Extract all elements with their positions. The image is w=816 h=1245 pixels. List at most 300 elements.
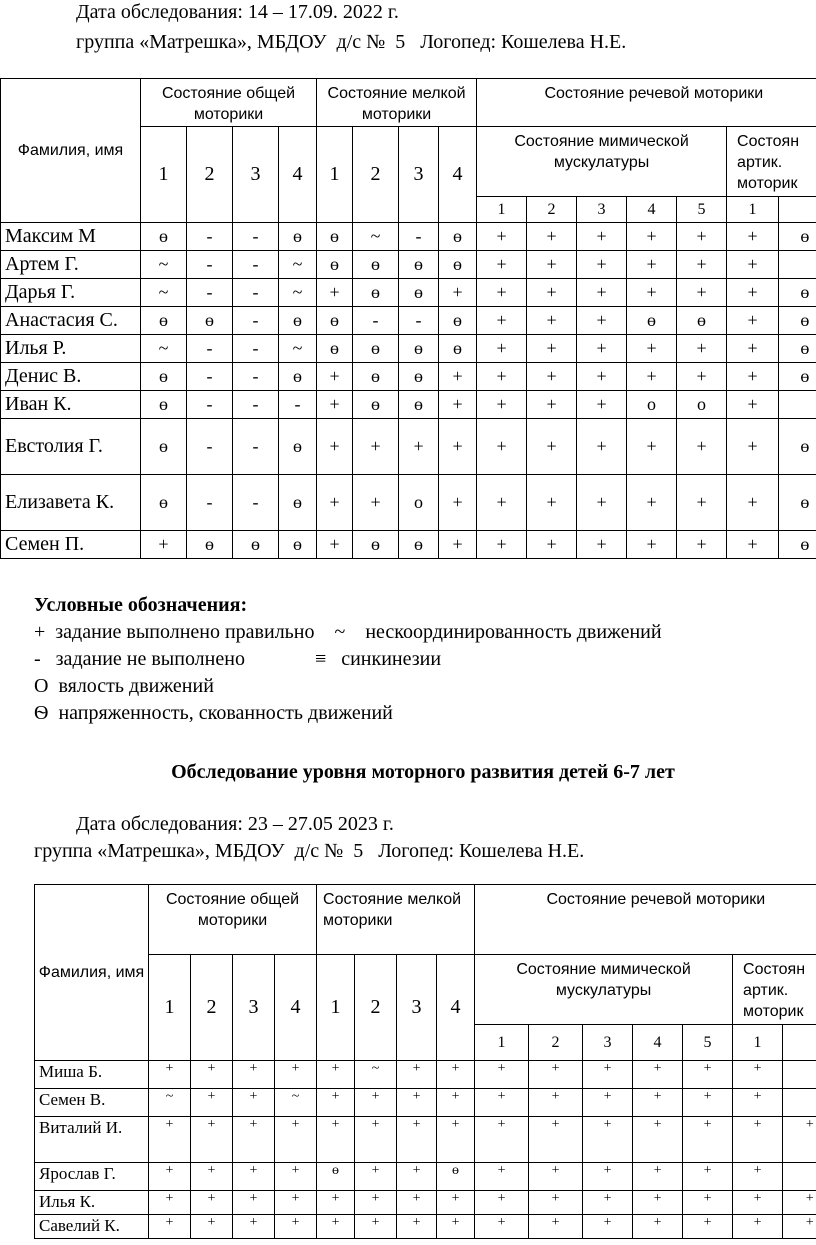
score-cell: ɵ [779, 531, 816, 559]
survey-date-1: Дата обследования: 14 – 17.09. 2022 г. [76, 1, 399, 23]
score-cell: + [233, 1191, 275, 1215]
score-cell: + [149, 1163, 191, 1191]
score-cell: + [633, 1163, 683, 1191]
score-cell: + [627, 531, 677, 559]
score-cell: + [477, 531, 527, 559]
table-row [1, 391, 816, 419]
facial-col-2: 2 [527, 197, 577, 223]
fine-col-1: 1 [317, 127, 353, 223]
score-cell: + [477, 279, 527, 307]
score-cell: + [733, 1215, 783, 1239]
score-cell: + [477, 391, 527, 419]
score-cell: + [439, 391, 477, 419]
score-cell: + [233, 1163, 275, 1191]
facial-col-5-2: 5 [683, 1025, 733, 1061]
score-cell: + [397, 1215, 437, 1239]
score-cell: + [727, 475, 779, 531]
child-name: Анастасия С. [1, 307, 141, 335]
general-col-4-2: 4 [275, 955, 317, 1061]
score-cell: ɵ [317, 223, 353, 251]
score-cell: + [191, 1191, 233, 1215]
score-cell: + [527, 475, 577, 531]
score-cell: + [727, 335, 779, 363]
score-cell: ɵ [779, 279, 816, 307]
score-cell: + [529, 1215, 583, 1239]
score-cell: + [355, 1163, 397, 1191]
score-cell: - [233, 279, 279, 307]
legend-line-1: + задание выполнено правильно ~ нескоординированность движений [34, 621, 662, 643]
child-name: Семен В. [35, 1089, 149, 1117]
facial-col-5: 5 [677, 197, 727, 223]
score-cell: + [683, 1215, 733, 1239]
score-cell: + [355, 1089, 397, 1117]
score-cell: ɵ [141, 419, 187, 475]
table-row [1, 531, 816, 559]
table-row [35, 1215, 816, 1239]
child-name: Евстолия Г. [1, 419, 141, 475]
fine-col-4-2: 4 [437, 955, 475, 1061]
score-cell: - [233, 335, 279, 363]
score-cell: - [187, 335, 233, 363]
score-cell: + [191, 1117, 233, 1163]
score-cell: ɵ [279, 475, 317, 531]
score-cell: ɵ [779, 335, 816, 363]
general-col-3: 3 [233, 127, 279, 223]
score-cell: + [149, 1191, 191, 1215]
child-name: Максим М [1, 223, 141, 251]
score-cell: ɵ [399, 335, 439, 363]
survey-date-2: Дата обследования: 23 – 27.05 2023 г. [76, 813, 394, 835]
score-cell: + [677, 475, 727, 531]
score-cell: + [191, 1089, 233, 1117]
score-cell: ɵ [279, 363, 317, 391]
score-cell: + [355, 1191, 397, 1215]
score-cell: ɵ [399, 391, 439, 419]
score-cell: + [733, 1089, 783, 1117]
score-cell: ɵ [779, 363, 816, 391]
table1-body [1, 223, 816, 559]
score-cell: - [187, 419, 233, 475]
artic-col-2-2 [783, 1025, 816, 1061]
score-cell: + [677, 531, 727, 559]
score-cell: + [233, 1089, 275, 1117]
score-cell: + [583, 1117, 633, 1163]
score-cell: + [733, 1191, 783, 1215]
score-cell: + [733, 1117, 783, 1163]
score-cell: + [677, 419, 727, 475]
score-cell: + [633, 1117, 683, 1163]
score-cell: ɵ [353, 335, 399, 363]
score-cell: + [437, 1191, 475, 1215]
table-row [35, 1061, 816, 1089]
general-col-4: 4 [279, 127, 317, 223]
score-cell: + [397, 1061, 437, 1089]
fine-col-1-2: 1 [317, 955, 355, 1061]
score-cell: - [187, 251, 233, 279]
facial-col-4-2: 4 [633, 1025, 683, 1061]
score-cell: ɵ [187, 307, 233, 335]
score-cell: - [187, 391, 233, 419]
score-cell: ɵ [317, 307, 353, 335]
score-cell: ~ [141, 279, 187, 307]
score-cell: + [583, 1215, 633, 1239]
score-cell: - [233, 391, 279, 419]
child-name: Иван К. [1, 391, 141, 419]
score-cell: + [529, 1191, 583, 1215]
score-cell: + [397, 1117, 437, 1163]
legend-line-3: О вялость движений [34, 675, 214, 697]
score-cell: - [187, 223, 233, 251]
score-cell: + [353, 475, 399, 531]
score-cell: + [683, 1191, 733, 1215]
score-cell: + [437, 1089, 475, 1117]
score-cell: ~ [355, 1061, 397, 1089]
score-cell: + [439, 279, 477, 307]
score-cell: + [233, 1061, 275, 1089]
score-cell: - [233, 475, 279, 531]
score-cell: - [187, 475, 233, 531]
score-cell: + [475, 1117, 529, 1163]
table-row [1, 475, 816, 531]
score-cell: + [577, 279, 627, 307]
score-cell: - [233, 363, 279, 391]
child-name: Виталий И. [35, 1117, 149, 1163]
table-row [1, 335, 816, 363]
score-cell: + [633, 1191, 683, 1215]
score-cell: + [527, 307, 577, 335]
child-name: Артем Г. [1, 251, 141, 279]
score-cell: + [275, 1061, 317, 1089]
child-name: Семен П. [1, 531, 141, 559]
table-row [1, 363, 816, 391]
score-cell: ~ [279, 251, 317, 279]
score-cell: + [583, 1089, 633, 1117]
score-cell: + [577, 335, 627, 363]
score-cell: ~ [149, 1089, 191, 1117]
motor-table-2022 [0, 78, 816, 559]
score-cell: + [475, 1163, 529, 1191]
score-cell: + [477, 335, 527, 363]
score-cell: + [149, 1215, 191, 1239]
score-cell: + [633, 1215, 683, 1239]
score-cell: ɵ [439, 251, 477, 279]
child-name: Миша Б. [35, 1061, 149, 1089]
score-cell: + [727, 279, 779, 307]
score-cell: + [527, 363, 577, 391]
score-cell: ɵ [779, 475, 816, 531]
score-cell: + [527, 335, 577, 363]
legend-title: Условные обозначения: [34, 594, 248, 616]
score-cell: + [577, 531, 627, 559]
score-cell: - [233, 223, 279, 251]
artic-col-2 [779, 197, 816, 223]
score-cell [779, 391, 816, 419]
score-cell: + [317, 1191, 355, 1215]
general-col-3-2: 3 [233, 955, 275, 1061]
score-cell: + [437, 1117, 475, 1163]
score-cell: + [583, 1191, 633, 1215]
score-cell: + [683, 1163, 733, 1191]
score-cell: + [727, 223, 779, 251]
score-cell: + [727, 419, 779, 475]
fine-col-2-2: 2 [355, 955, 397, 1061]
score-cell: ɵ [353, 531, 399, 559]
fine-col-2: 2 [353, 127, 399, 223]
general-col-2: 2 [187, 127, 233, 223]
score-cell: + [477, 475, 527, 531]
score-cell: + [355, 1215, 397, 1239]
score-cell: ɵ [141, 391, 187, 419]
score-cell: + [149, 1061, 191, 1089]
score-cell: + [529, 1089, 583, 1117]
score-cell: + [677, 223, 727, 251]
score-cell: ɵ [317, 335, 353, 363]
score-cell: ɵ [187, 531, 233, 559]
speech-motor-header: Состояние речевой моторики [477, 79, 816, 127]
score-cell: + [577, 475, 627, 531]
score-cell: + [275, 1163, 317, 1191]
table-row [35, 1163, 816, 1191]
score-cell: ɵ [439, 335, 477, 363]
score-cell: + [627, 335, 677, 363]
score-cell: + [475, 1061, 529, 1089]
score-cell: + [355, 1117, 397, 1163]
score-cell: + [627, 419, 677, 475]
score-cell: о [399, 475, 439, 531]
score-cell: + [733, 1163, 783, 1191]
score-cell: ɵ [779, 307, 816, 335]
score-cell [779, 251, 816, 279]
score-cell: + [275, 1117, 317, 1163]
score-cell: + [399, 419, 439, 475]
score-cell: ɵ [399, 279, 439, 307]
score-cell: + [683, 1089, 733, 1117]
score-cell: + [627, 363, 677, 391]
score-cell: + [477, 363, 527, 391]
score-cell: + [527, 531, 577, 559]
score-cell: + [727, 251, 779, 279]
facial-muscles-header-2: Состояние мимической мускулатуры [475, 955, 733, 1025]
legend-line-4: Ѳ напряженность, скованность движений [34, 702, 393, 724]
score-cell: о [677, 391, 727, 419]
score-cell: - [233, 251, 279, 279]
score-cell: - [187, 363, 233, 391]
score-cell: + [529, 1117, 583, 1163]
score-cell: + [577, 223, 627, 251]
score-cell: + [317, 391, 353, 419]
score-cell: + [527, 251, 577, 279]
score-cell: + [317, 1215, 355, 1239]
score-cell: + [233, 1117, 275, 1163]
score-cell: ɵ [317, 1163, 355, 1191]
score-cell: - [233, 419, 279, 475]
score-cell: ɵ [627, 307, 677, 335]
score-cell: + [727, 307, 779, 335]
score-cell: + [477, 307, 527, 335]
score-cell: + [677, 335, 727, 363]
score-cell: ɵ [399, 531, 439, 559]
general-motor-header-2: Состояние общей моторики [149, 885, 317, 955]
general-col-1: 1 [141, 127, 187, 223]
score-cell: + [783, 1215, 816, 1239]
score-cell: ɵ [317, 251, 353, 279]
name-column-header: Фамилия, имя [1, 79, 141, 223]
table-row [35, 1089, 816, 1117]
motor-table-2023 [34, 884, 816, 1239]
score-cell: + [439, 419, 477, 475]
score-cell: ɵ [279, 223, 317, 251]
score-cell: + [683, 1061, 733, 1089]
score-cell: + [191, 1163, 233, 1191]
score-cell: + [437, 1215, 475, 1239]
score-cell: + [577, 251, 627, 279]
score-cell: ~ [279, 279, 317, 307]
child-name: Дарья Г. [1, 279, 141, 307]
score-cell: + [317, 279, 353, 307]
score-cell: + [527, 279, 577, 307]
score-cell: + [727, 531, 779, 559]
score-cell: + [577, 419, 627, 475]
facial-col-3: 3 [577, 197, 627, 223]
facial-col-4: 4 [627, 197, 677, 223]
child-name: Елизавета К. [1, 475, 141, 531]
score-cell: + [397, 1191, 437, 1215]
score-cell: ɵ [279, 419, 317, 475]
score-cell: + [141, 531, 187, 559]
score-cell: ɵ [439, 223, 477, 251]
score-cell: + [677, 363, 727, 391]
child-name: Савелий К. [35, 1215, 149, 1239]
score-cell: + [317, 531, 353, 559]
child-name: Ярослав Г. [35, 1163, 149, 1191]
score-cell: ɵ [233, 531, 279, 559]
score-cell: + [577, 391, 627, 419]
score-cell: ɵ [677, 307, 727, 335]
score-cell [783, 1089, 816, 1117]
score-cell: + [633, 1061, 683, 1089]
score-cell: + [577, 363, 627, 391]
score-cell: ɵ [353, 251, 399, 279]
fine-col-3: 3 [399, 127, 439, 223]
score-cell: + [233, 1215, 275, 1239]
score-cell: ɵ [353, 391, 399, 419]
score-cell: + [475, 1191, 529, 1215]
score-cell: + [583, 1163, 633, 1191]
fine-col-4: 4 [439, 127, 477, 223]
score-cell: + [317, 475, 353, 531]
score-cell: ~ [141, 335, 187, 363]
score-cell: ɵ [279, 531, 317, 559]
score-cell: + [317, 1117, 355, 1163]
score-cell: ɵ [141, 307, 187, 335]
score-cell: + [783, 1117, 816, 1163]
table-row [1, 223, 816, 251]
score-cell: + [529, 1163, 583, 1191]
score-cell: ɵ [279, 307, 317, 335]
score-cell: ~ [353, 223, 399, 251]
score-cell: + [627, 475, 677, 531]
score-cell: - [233, 307, 279, 335]
score-cell: + [583, 1061, 633, 1089]
score-cell: ɵ [141, 475, 187, 531]
facial-col-1-2: 1 [475, 1025, 529, 1061]
table-row [35, 1117, 816, 1163]
score-cell: - [353, 307, 399, 335]
artic-motor-header-2: Состоян артик. моторик [733, 955, 816, 1025]
score-cell: + [475, 1215, 529, 1239]
score-cell: - [399, 307, 439, 335]
score-cell: ɵ [437, 1163, 475, 1191]
score-cell: ɵ [779, 419, 816, 475]
score-cell: - [187, 279, 233, 307]
score-cell: - [279, 391, 317, 419]
facial-col-3-2: 3 [583, 1025, 633, 1061]
score-cell: + [439, 363, 477, 391]
score-cell: + [317, 419, 353, 475]
score-cell: + [683, 1117, 733, 1163]
score-cell: + [475, 1089, 529, 1117]
score-cell: + [477, 223, 527, 251]
score-cell: + [527, 419, 577, 475]
score-cell: + [275, 1191, 317, 1215]
score-cell: + [627, 223, 677, 251]
child-name: Илья Р. [1, 335, 141, 363]
score-cell: + [527, 391, 577, 419]
table-row [1, 419, 816, 475]
score-cell: + [727, 391, 779, 419]
table-row [1, 279, 816, 307]
speech-motor-header-2: Состояние речевой моторики [475, 885, 816, 955]
score-cell [783, 1061, 816, 1089]
score-cell: ɵ [439, 307, 477, 335]
score-cell: + [317, 1061, 355, 1089]
artic-motor-header: Состоян артик. моторик [727, 127, 816, 197]
score-cell: + [149, 1117, 191, 1163]
score-cell: + [733, 1061, 783, 1089]
score-cell: + [677, 251, 727, 279]
artic-col-1: 1 [727, 197, 779, 223]
legend-line-2: - задание не выполнено ≡ синкинезии [34, 648, 442, 670]
score-cell: + [577, 307, 627, 335]
score-cell: ɵ [353, 363, 399, 391]
score-cell: + [275, 1215, 317, 1239]
score-cell: + [529, 1061, 583, 1089]
facial-muscles-header: Состояние мимической мускулатуры [477, 127, 727, 197]
fine-motor-header-2: Состояние мелкой моторики [317, 885, 475, 955]
fine-col-3-2: 3 [397, 955, 437, 1061]
score-cell: + [317, 363, 353, 391]
facial-col-1: 1 [477, 197, 527, 223]
score-cell: ɵ [141, 363, 187, 391]
name-column-header-2: Фамилия, имя [35, 885, 149, 1061]
general-motor-header: Состояние общей моторики [141, 79, 317, 127]
score-cell: ~ [141, 251, 187, 279]
fine-motor-header: Состояние мелкой моторики [317, 79, 477, 127]
score-cell: - [399, 223, 439, 251]
score-cell: + [317, 1089, 355, 1117]
score-cell: + [527, 223, 577, 251]
score-cell [783, 1163, 816, 1191]
score-cell: + [477, 419, 527, 475]
artic-col-1-2: 1 [733, 1025, 783, 1061]
score-cell: ɵ [779, 223, 816, 251]
score-cell: о [627, 391, 677, 419]
group-line-2: группа «Матрешка», МБДОУ д/с № 5 Логопед: Кошелева Н.Е. [34, 840, 585, 862]
general-col-1-2: 1 [149, 955, 191, 1061]
score-cell: ɵ [399, 363, 439, 391]
table-row [1, 251, 816, 279]
score-cell: + [353, 419, 399, 475]
